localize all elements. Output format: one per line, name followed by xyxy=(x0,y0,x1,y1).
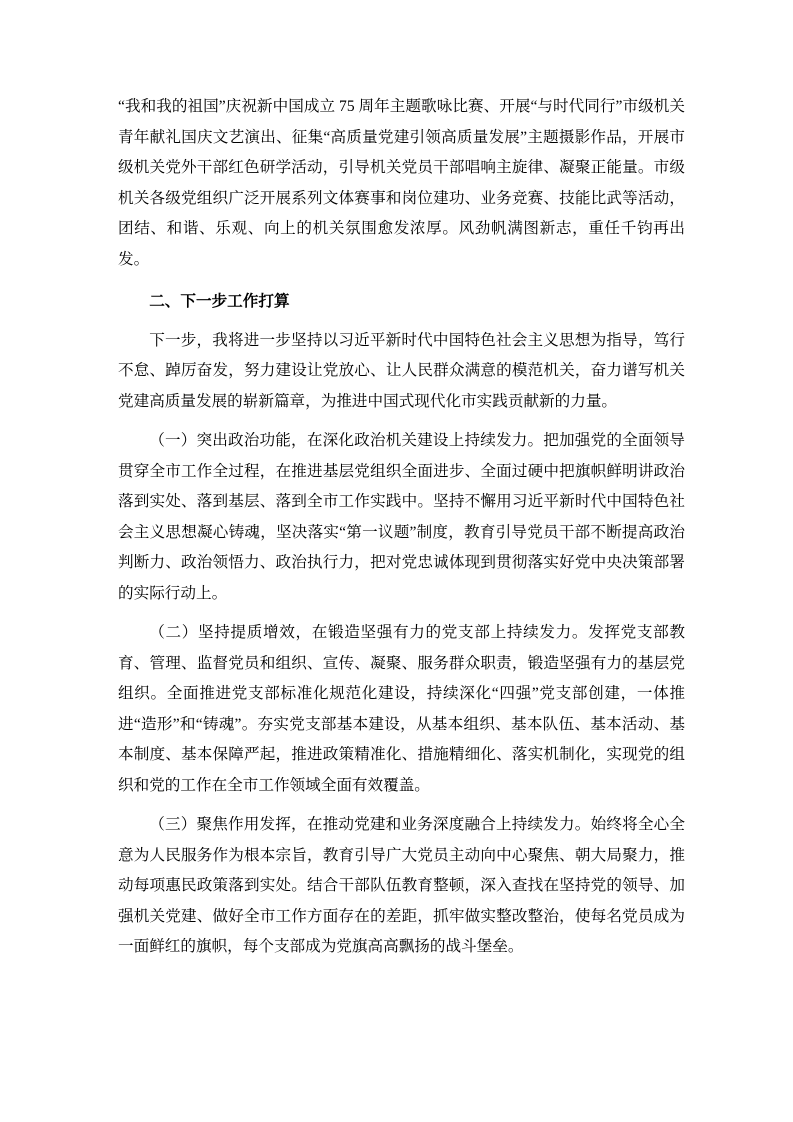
paragraph-spacer xyxy=(118,610,685,618)
paragraph-spacer xyxy=(118,802,685,810)
paragraph-spacer xyxy=(118,418,685,426)
paragraph-item-1: （一）突出政治功能，在深化政治机关建设上持续发力。把加强党的全面领导贯穿全市工作全过程，在推进基层党组织全面进步、全面过硬中把旗帜鲜明讲政治落到实处、落到基层、落到全市工作实践中。坚持不懈用习近平新时代中国特色社会主义思想凝心铸魂，坚决落实“第一议题”制度，教育引导党员干部不断提高政治判断力、政治领悟力、政治执行力，把对党忠诚体现到贯彻落实好党中央决策部署的实际行动上。 xyxy=(118,432,685,602)
paragraph-item-3: （三）聚焦作用发挥，在推动党建和业务深度融合上持续发力。始终将全心全意为人民服务作为根本宗旨，教育引导广大党员主动向中心聚焦、朝大局聚力，推动每项惠民政策落到实处。结合干部队伍教育整顿，深入查找在坚持党的领导、加强机关党建、做好全市工作方面存在的差距，抓牢做实整改整治，使每名党员成为一面鲜红的旗帜，每个支部成为党旗高高飘扬的战斗堡垒。 xyxy=(118,816,685,955)
intro-paragraph: “我和我的祖国”庆祝新中国成立 75 周年主题歌咏比赛、开展“与时代同行”市级机关青年献礼国庆文艺演出、征集“高质量党建引领高质量发展”主题摄影作品，开展市级机关党外干部红色研学活动，引导机关党员干部唱响主旋律、凝聚正能量。市级机关各级党组织广泛开展系列文体赛事和岗位建功、业务竞赛、技能比武等活动，团结、和谐、乐观、向上的机关氛围愈发浓厚。风劲帆满图新志，重任千钧再出发。 xyxy=(118,98,685,268)
section-heading-2: 二、下一步工作打算 xyxy=(149,293,290,310)
paragraph-item-2: （二）坚持提质增效，在锻造坚强有力的党支部上持续发力。发挥党支部教育、管理、监督党员和组织、宣传、凝聚、服务群众职责，锻造坚强有力的基层党组织。全面推进党支部标准化规范化建设，持续深化“四强”党支部创建，一体推进“造形”和“铸魂”。夯实党支部基本建设，从基本组织、基本队伍、基本活动、基本制度、基本保障严起，推进政策精准化、措施精细化、落实机制化，实现党的组织和党的工作在全市工作领域全面有效覆盖。 xyxy=(118,624,685,794)
document-body xyxy=(118,92,685,963)
paragraph-next-steps: 下一步，我将进一步坚持以习近平新时代中国特色社会主义思想为指导，笃行不怠、踔厉奋发，努力建设让党放心、让人民群众满意的模范机关，奋力谱写机关党建高质量发展的崭新篇章，为推进中国式现代化市实践贡献新的力量。 xyxy=(118,331,685,410)
